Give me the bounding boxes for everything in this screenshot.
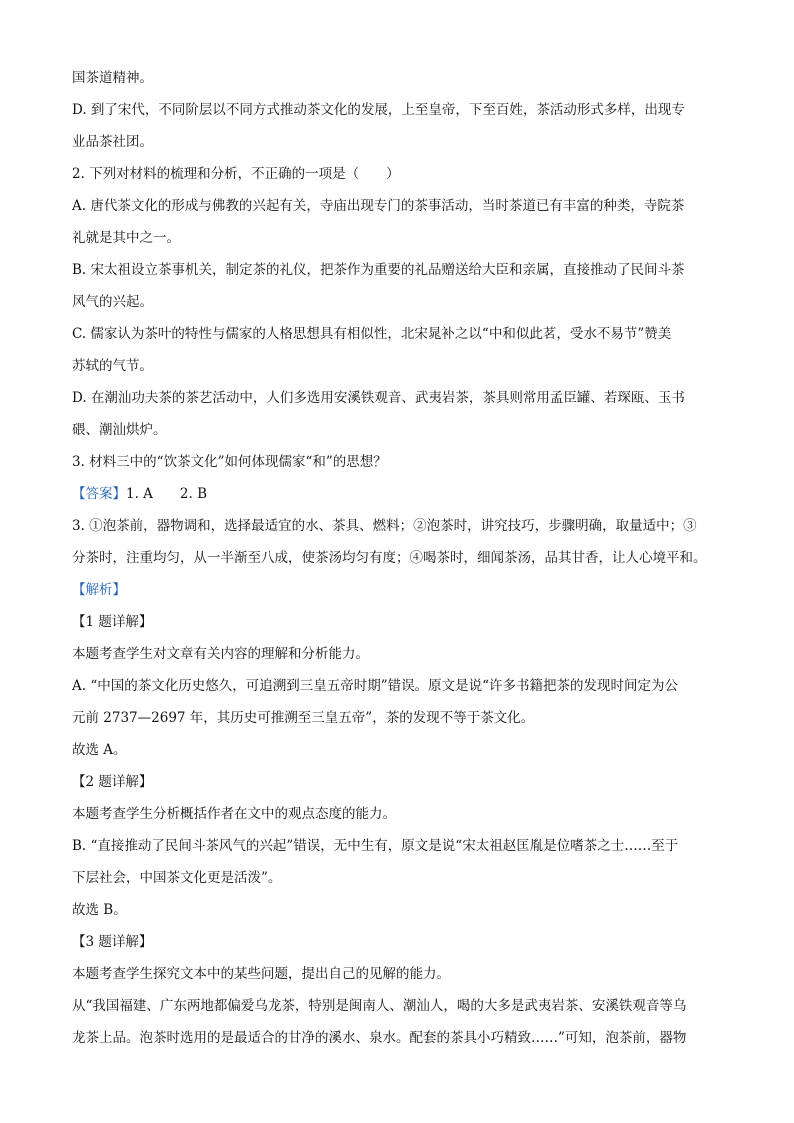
text-line: 本题考查学生分析概括作者在文中的观点态度的能力。 xyxy=(72,806,396,822)
text-line: B. “直接推动了民间斗茶风气的兴起”错误，无中生有，原文是说“宋太祖赵匡胤是位嗜茶之士……至于 xyxy=(72,838,679,854)
text-line: 国茶道精神。 xyxy=(72,70,153,86)
text-line: C. 儒家认为茶叶的特性与儒家的人格思想具有相似性，北宋晁补之以“中和似此茗，受水不易节”赞美 xyxy=(72,326,672,342)
text-line: 故选 B。 xyxy=(72,902,127,918)
text-line: D. 在潮汕功夫茶的茶艺活动中，人们多选用安溪铁观音、武夷岩茶，茶具则常用孟臣罐、若琛瓯、玉书 xyxy=(72,390,685,406)
text-line: 下层社会，中国茶文化更是活泼”。 xyxy=(72,870,282,886)
text-line: 风气的兴起。 xyxy=(72,294,153,310)
text-line: 【1 题详解】 xyxy=(72,614,153,630)
analysis-label: 【解析】 xyxy=(72,582,126,598)
answer-label: 【答案】 xyxy=(72,486,126,502)
text-line: 礼就是其中之一。 xyxy=(72,230,180,246)
text-line: 龙茶上品。泡茶时选用的是最适合的甘净的溪水、泉水。配套的茶具小巧精致……”可知，泡茶前，器物 xyxy=(72,1030,687,1046)
text-line: 分茶时，注重均匀，从一半渐至八成，使茶汤均匀有度；④喝茶时，细闻茶汤，品其甘香，让人心境平和。 xyxy=(72,550,707,566)
text-line: 【2 题详解】 xyxy=(72,774,153,790)
analysis-line xyxy=(72,574,722,606)
answer-line xyxy=(72,478,722,510)
text-line: 【3 题详解】 xyxy=(72,934,153,950)
text-line: 本题考查学生探究文本中的某些问题，提出自己的见解的能力。 xyxy=(72,966,450,982)
text-line: B. 宋太祖设立茶事机关，制定茶的礼仪，把茶作为重要的礼品赠送给大臣和亲属，直接推动了民间斗茶 xyxy=(72,262,685,278)
text-line: 从“我国福建、广东两地都偏爱乌龙茶，特别是闽南人、潮汕人，喝的大多是武夷岩茶、安溪铁观音等乌 xyxy=(72,998,687,1014)
text-line: 3. 材料三中的“饮茶文化”如何体现儒家“和”的思想？ xyxy=(72,454,387,470)
text-line: 业品茶社团。 xyxy=(72,134,153,150)
text-line: 苏轼的气节。 xyxy=(72,358,153,374)
text-line: A. “中国的茶文化历史悠久，可追溯到三皇五帝时期”错误。原文是说“许多书籍把茶的发现时间定为公 xyxy=(72,678,679,694)
text-line: 元前 2737—2697 年，其历史可推溯至三皇五帝”，茶的发现不等于茶文化。 xyxy=(72,710,535,726)
text-line: A. 唐代茶文化的形成与佛教的兴起有关，寺庙出现专门的茶事活动，当时茶道已有丰富的种类，寺院茶 xyxy=(72,198,685,214)
text-line: 本题考查学生对文章有关内容的理解和分析能力。 xyxy=(72,646,369,662)
text-line: D. 到了宋代，不同阶层以不同方式推动茶文化的发展，上至皇帝，下至百姓，茶活动形式多样，出现专 xyxy=(72,102,685,118)
text-line: 碨、潮汕烘炉。 xyxy=(72,422,167,438)
document-body xyxy=(72,62,722,1054)
text-line: 故选 A。 xyxy=(72,742,127,758)
text-line: 3. ①泡茶前，器物调和，选择最适宜的水、茶具、燃料；②泡茶时，讲究技巧，步骤明确，取量适中；③ xyxy=(72,518,697,534)
text-line: 2. 下列对材料的梳理和分析，不正确的一项是（ ） xyxy=(72,166,400,182)
answer-text: 1. A 2. B xyxy=(126,486,208,502)
